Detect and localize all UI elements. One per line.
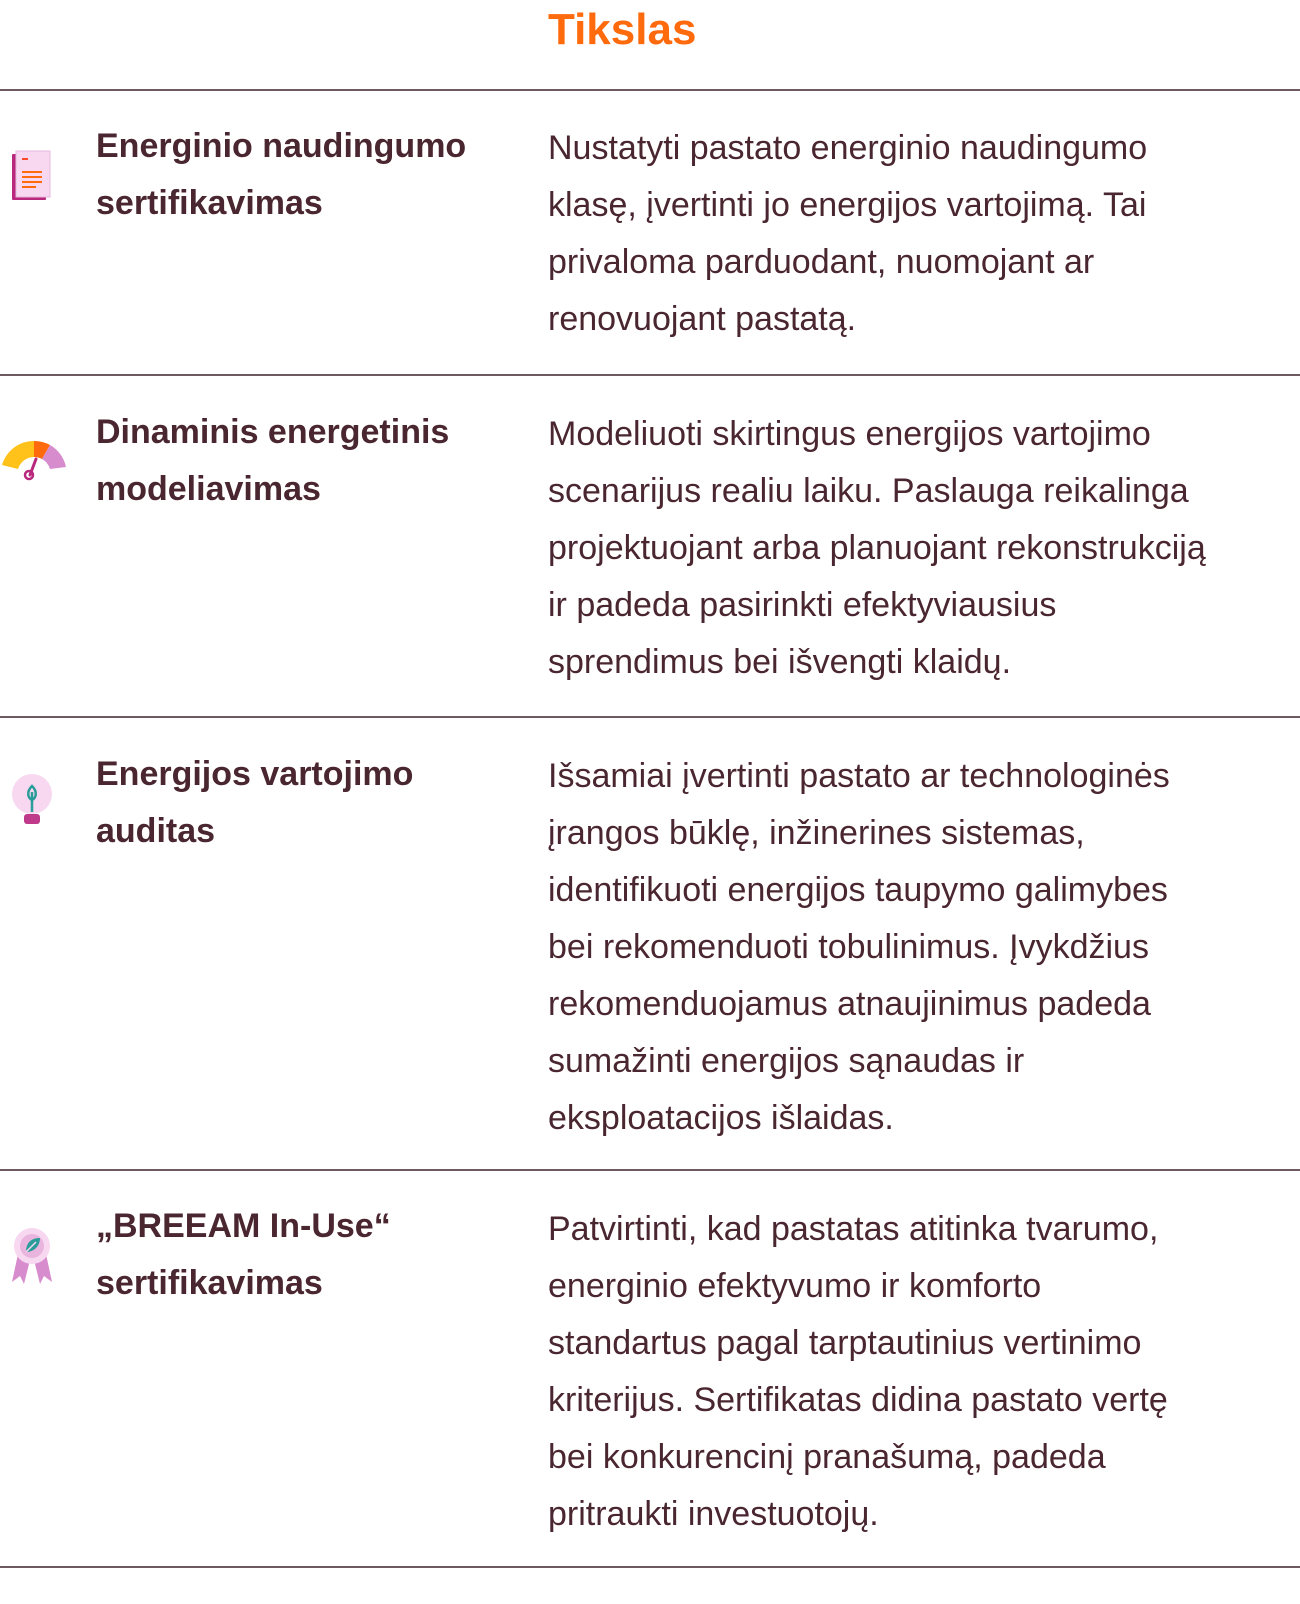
service-description: Išsamiai įvertinti pastato ar technologinės įrangos būklę, inžinerines sistemas, identifikuoti energijos taupymo galimybes bei rekomenduoti tobulinimus. Įvykdžius rekomenduojamus atnaujinimus padeda sumažinti energijos sąnaudas ir eksploatacijos išlaidas.: [548, 757, 1170, 1137]
service-title: Energinio naudingumo sertifikavimas: [96, 127, 467, 222]
service-description: Modeliuoti skirtingus energijos vartojimo scenarijus realiu laiku. Paslauga reikalinga projektuojant arba planuojant rekonstrukciją ir padeda pasirinkti efektyviausius sprendimus bei išvengti klaidų.: [548, 415, 1206, 681]
column-title-tikslas: Tikslas: [548, 5, 697, 54]
document-icon: [0, 142, 70, 212]
gauge-icon: [0, 427, 70, 497]
row-divider: [0, 89, 1300, 91]
row-divider: [0, 716, 1300, 718]
row-divider: [0, 374, 1300, 376]
service-description: Patvirtinti, kad pastatas atitinka tvarumo, energinio efektyvumo ir komforto standartus pagal tarptautinius vertinimo kriterijus. Sertifikatas didina pastato vertę bei konkurencinį pranašumą, padeda pritraukti investuotojų.: [548, 1210, 1168, 1533]
table-header: [0, 0, 1300, 90]
service-title: Dinaminis energetinis modeliavimas: [96, 413, 450, 508]
service-title: Energijos vartojimo auditas: [96, 755, 414, 850]
award-ribbon-icon: [0, 1216, 70, 1286]
row-divider: [0, 1169, 1300, 1171]
row-divider: [0, 1566, 1300, 1568]
service-description: Nustatyti pastato energinio naudingumo klasę, įvertinti jo energijos vartojimą. Tai privaloma parduodant, nuomojant ar renovuojant pastatą.: [548, 129, 1148, 338]
service-title: „BREEAM In-Use“ sertifikavimas: [96, 1207, 391, 1302]
lightbulb-icon: [0, 764, 70, 834]
